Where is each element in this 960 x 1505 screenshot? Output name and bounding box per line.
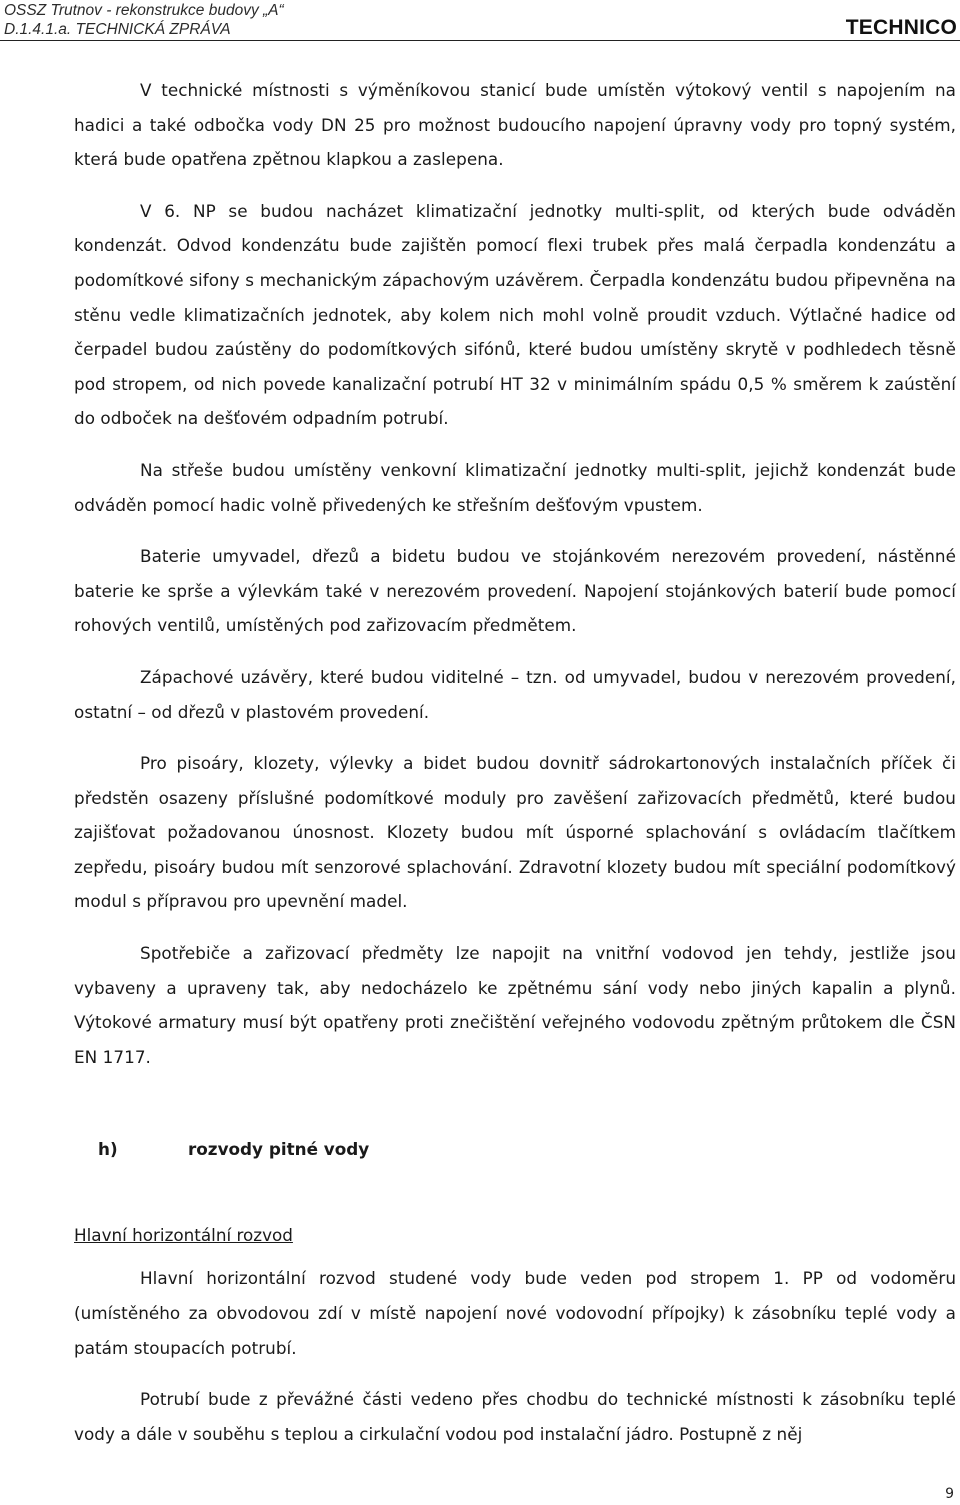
paragraph-condensate-drain: V 6. NP se budou nacházet klimatizační jednotky multi-split, od kterých bude odváděn kondenzát. Odvod kondenzátu bude zajištěn pomocí flexi trubek přes malá čerpadla kondenzátu a podomítkové sifony s mechanickým zápachovým uzávěrem. Čerpadla kondenzátu budou připevněna na stěnu vedle klimatizačních jednotek, aby kolem nich mohl volně proudit vzduch. Výtlačné hadice od čerpadel budou zaústěny do podomítkových sifónů, které budou umístěny skrytě v podhledech těsně pod stropem, od nich povede kanalizační potrubí HT 32 v minimálním spádu 0,5 % směrem k zaústění do odboček na dešťovém odpadním potrubí. xyxy=(74,200,956,429)
section-heading xyxy=(74,1132,956,1166)
section-title: rozvody pitné vody xyxy=(188,1139,370,1160)
section-number: h) xyxy=(98,1139,118,1160)
document-body xyxy=(74,73,956,1468)
paragraph-traps: Zápachové uzávěry, které budou viditelné – tzn. od umyvadel, budou v nerezovém provedení, ostatní – od dřezů v plastovém provedení. xyxy=(74,666,956,722)
paragraph-faucets: Baterie umyvadel, dřezů a bidetu budou ve stojánkovém nerezovém provedení, nástěnné baterie ke sprše a výlevkám také v nerezovém provedení. Napojení stojánkových baterií bude pomocí rohových ventilů, umístěných pod zařizovacím předmětem. xyxy=(74,546,956,636)
paragraph-cold-water-main: Hlavní horizontální rozvod studené vody bude veden pod stropem 1. PP od vodoměru (umístěného za obvodovou zdí v místě napojení nové vodovodní přípojky) k zásobníku teplé vody a patám stoupacích potrubí. xyxy=(74,1268,956,1358)
header-brand-logo: TECHNICO xyxy=(845,16,957,39)
header-divider xyxy=(0,40,960,41)
paragraph-pipe-route: Potrubí bude z převážné části vedeno přes chodbu do technické místnosti k zásobníku teplé vody a dále v souběhu s teplou a cirkulační vodou pod instalační jádro. Postupně z něj xyxy=(74,1389,956,1444)
header-document-code: D.1.4.1.a. TECHNICKÁ ZPRÁVA xyxy=(4,21,231,38)
page-header xyxy=(0,0,960,42)
paragraph-backflow: Spotřebiče a zařizovací předměty lze napojit na vnitřní vodovod jen tehdy, jestliže jsou vybaveny a upraveny tak, aby nedocházelo ke zpětnému sání vody nebo jiných kapalin a plynů. Výtokové armatury musí být opatřeny proti znečištění veřejného vodovodu zpětným průtokem dle ČSN EN 1717. xyxy=(74,943,956,1067)
subheading-main-horizontal: Hlavní horizontální rozvod xyxy=(74,1225,293,1246)
page-number: 9 xyxy=(945,1486,954,1502)
header-project-info xyxy=(4,1,284,39)
paragraph-roof-units: Na střeše budou umístěny venkovní klimatizační jednotky multi-split, jejichž kondenzát bude odváděn pomocí hadic volně přivedených ke střešním dešťovým vpustem. xyxy=(74,459,956,515)
header-project-title: OSSZ Trutnov - rekonstrukce budovy „A“ xyxy=(4,2,284,19)
paragraph-wall-modules: Pro pisoáry, klozety, výlevky a bidet budou dovnitř sádrokartonových instalačních příček či předstěn osazeny příslušné podomítkové moduly pro zavěšení zařizovacích předmětů, které budou zajišťovat požadovanou únosnost. Klozety budou mít úsporné splachování s ovládacím tlačítkem zepředu, pisoáry budou mít senzorové splachování. Zdravotní klozety budou mít speciální podomítkový modul s přípravou pro upevnění madel. xyxy=(74,753,956,912)
paragraph-exchanger-room: V technické místnosti s výměníkovou stanicí bude umístěn výtokový ventil s napojením na hadici a také odbočka vody DN 25 pro možnost budoucího napojení úpravny vody pro topný systém, která bude opatřena zpětnou klapkou a zaslepena. xyxy=(74,80,956,170)
